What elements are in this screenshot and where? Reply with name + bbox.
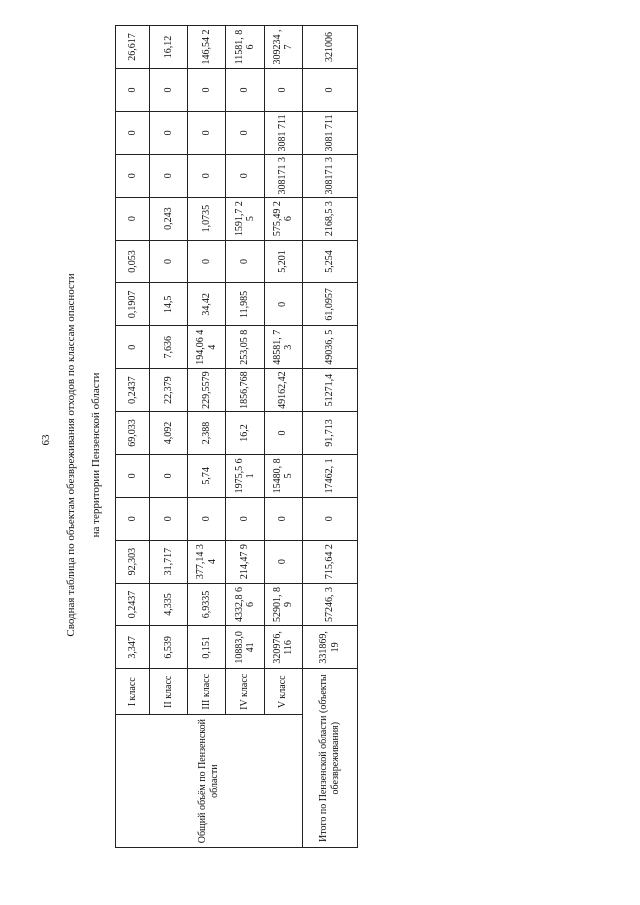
table-cell: 0 [264,497,302,540]
table-cell: 1975,5 61 [226,454,264,497]
table-cell: 0 [150,111,188,154]
table-title-line2: на территории Пензенской области [90,372,102,538]
total-cell: 2168,5 3 [302,197,357,240]
table-cell: 0 [188,497,226,540]
table-cell: 194,06 44 [188,326,226,369]
table-cell: 4332,8 66 [226,583,264,626]
total-cell: 57246, 3 [302,583,357,626]
total-cell: 321006 [302,26,357,69]
table-cell: 34,42 [188,283,226,326]
table-cell: 11581, 86 [226,26,264,69]
table-cell: 575,49 26 [264,197,302,240]
table-cell: 0 [264,540,302,583]
table-cell: 0 [116,69,150,112]
table-cell: 0 [226,154,264,197]
table-cell: 31,717 [150,540,188,583]
total-label-cell: Итого по Пензенской области (объекты обезвреживания) [302,669,357,848]
table-cell: 16,12 [150,26,188,69]
table-cell: 0 [188,154,226,197]
total-cell: 0 [302,497,357,540]
table-cell: 16,2 [226,412,264,455]
table-cell: 0 [226,497,264,540]
table-cell: 10883,0 41 [226,626,264,669]
table-cell: 0 [116,197,150,240]
table-cell: 52901, 89 [264,583,302,626]
table-cell: 0,1907 [116,283,150,326]
table-cell: 229,5579 [188,369,226,412]
class-label-cell: II класс [150,669,188,715]
table-cell: 5,74 [188,454,226,497]
table-cell: 214,47 9 [226,540,264,583]
total-cell: 51271,4 [302,369,357,412]
table-cell: 5,201 [264,240,302,283]
table-cell: 0 [188,111,226,154]
summary-table [115,25,358,848]
table-cell: 48581, 73 [264,326,302,369]
table-cell: 7,636 [150,326,188,369]
table-cell: 2,388 [188,412,226,455]
table-cell: 0,243 [150,197,188,240]
table-cell: 92,303 [116,540,150,583]
table-cell: 6,9335 [188,583,226,626]
table-title-line1: Сводная таблица по объектам обезвреживания отходов по классам опасности [65,273,77,637]
table-cell: 0,151 [188,626,226,669]
group-label-cell: Общий объём по Пензенской области [116,715,303,848]
page-number: 63 [40,434,52,446]
table-row [116,26,150,848]
table-cell: 0,2437 [116,369,150,412]
table-cell: 0 [150,497,188,540]
table-cell: 0 [264,69,302,112]
table-cell: 320976, 116 [264,626,302,669]
table-cell: 0 [264,412,302,455]
table-cell: 11,985 [226,283,264,326]
table-cell: 308171 3 [264,154,302,197]
table-cell: 0 [188,240,226,283]
total-cell: 61,0957 [302,283,357,326]
total-cell: 331869, 19 [302,626,357,669]
table-cell: 3081 711 [264,111,302,154]
table-cell: 22,379 [150,369,188,412]
table-cell: 6,539 [150,626,188,669]
table-cell: 0 [116,154,150,197]
table-cell: 3,347 [116,626,150,669]
table-cell: 0 [226,111,264,154]
table-cell: 15480, 85 [264,454,302,497]
table-cell: 0 [150,154,188,197]
table-cell: 253,05 8 [226,326,264,369]
table-cell: 49162,42 [264,369,302,412]
table-cell: 0 [150,69,188,112]
total-cell: 5,254 [302,240,357,283]
table-cell: 69,033 [116,412,150,455]
table-cell: 0 [264,283,302,326]
table-cell: 0,2437 [116,583,150,626]
total-cell: 0 [302,69,357,112]
table-cell: 0 [226,69,264,112]
total-cell: 3081 711 [302,111,357,154]
class-label-cell: IV класс [226,669,264,715]
table-cell: 1,0735 [188,197,226,240]
table-cell: 0 [226,240,264,283]
table-cell: 0 [150,454,188,497]
total-cell: 91,713 [302,412,357,455]
table-cell: 4,092 [150,412,188,455]
class-label-cell: V класс [264,669,302,715]
table-cell: 1591,7 25 [226,197,264,240]
table-cell: 377,14 34 [188,540,226,583]
total-cell: 49036, 5 [302,326,357,369]
table-cell: 146,54 2 [188,26,226,69]
class-label-cell: III класс [188,669,226,715]
total-cell: 715,64 2 [302,540,357,583]
table-cell: 309234 ,7 [264,26,302,69]
table-cell: 0 [116,111,150,154]
total-cell: 17462, 1 [302,454,357,497]
table-cell: 4,335 [150,583,188,626]
table-cell: 26,617 [116,26,150,69]
table-cell: 0 [116,454,150,497]
table-cell: 0 [116,326,150,369]
table-cell: 0,053 [116,240,150,283]
table-cell: 14,5 [150,283,188,326]
total-row [302,26,357,848]
total-cell: 308171 3 [302,154,357,197]
class-label-cell: I класс [116,669,150,715]
table-cell: 0 [116,497,150,540]
table-cell: 0 [188,69,226,112]
table-cell: 1856,768 [226,369,264,412]
table-cell: 0 [150,240,188,283]
